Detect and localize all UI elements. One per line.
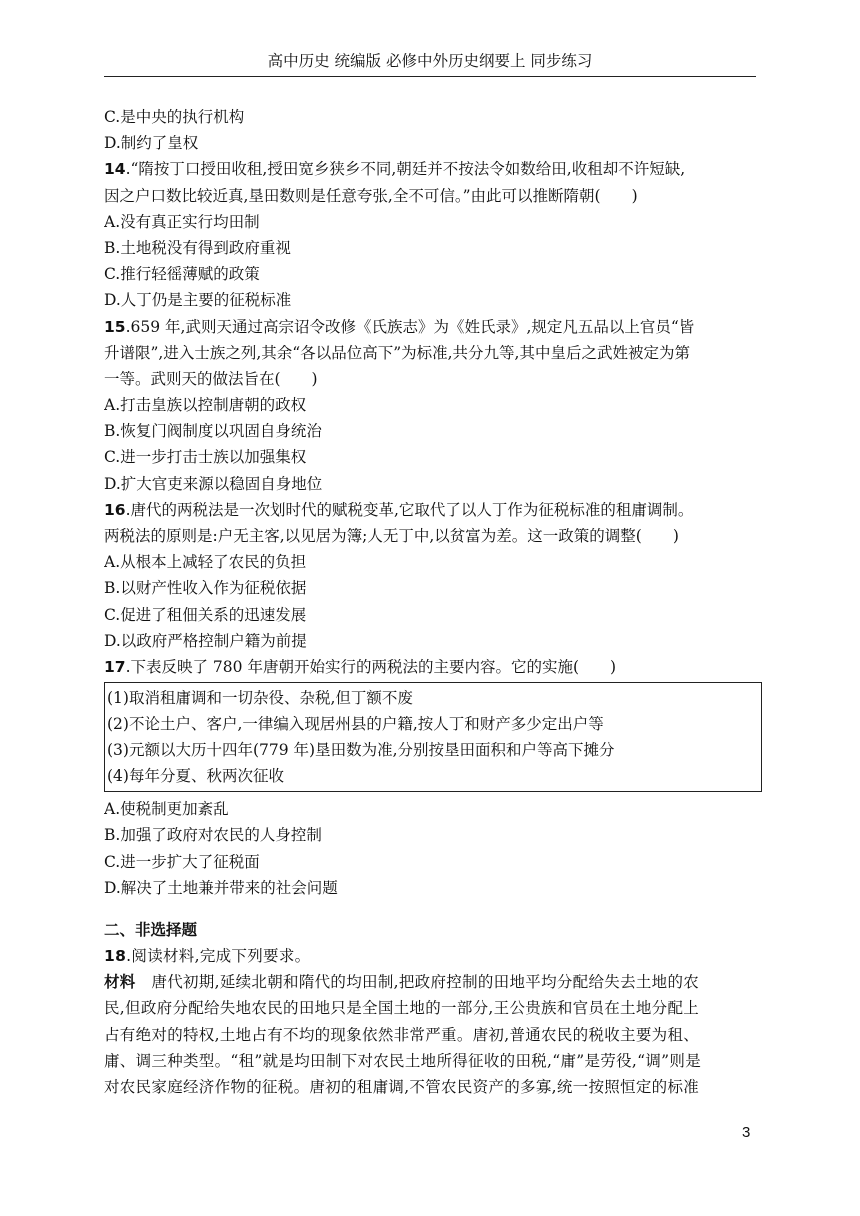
material-text: 庸、调三种类型。“租”就是均田制下对农民土地所得征收的田税,“庸”是劳役,“调”则是 [104,1051,702,1070]
material-text: 唐代初期,延续北朝和隋代的均田制,把政府控制的田地平均分配给失去土地的农 [135,973,700,992]
option-c: C.推行轻徭薄赋的政策 [104,265,260,284]
material-label: 材料 [104,973,136,992]
question-text: .下表反映了 780 年唐朝开始实行的两税法的主要内容。它的实施( ) [125,657,617,676]
option-c: C.进一步打击士族以加强集权 [104,448,307,467]
table-row: (4)每年分夏、秋两次征收 [107,767,284,786]
page-number: 3 [742,1124,751,1141]
question-text: .659 年,武则天通过高宗诏令改修《氏族志》为《姓氏录》,规定凡五品以上官员“皆 [125,317,695,336]
question-number: 15 [104,317,126,336]
question-text: .阅读材料,完成下列要求。 [126,947,311,966]
question-number: 17 [104,657,126,676]
option-a: A.打击皇族以控制唐朝的政权 [104,396,307,415]
section-heading: 二、非选择题 [104,920,198,939]
table-row: (1)取消租庸调和一切杂役、杂税,但丁额不废 [107,689,413,708]
option-a: A.使税制更加紊乱 [104,800,229,819]
question-text: 因之户口数比较近真,垦田数则是任意夸张,全不可信。”由此可以推断隋朝( ) [104,186,638,205]
option-d: D.解决了土地兼并带来的社会问题 [104,878,338,897]
question-17 [104,654,764,901]
question-number: 18 [104,947,127,966]
option-c: C.是中央的执行机构 [104,108,245,126]
question-18 [104,943,764,1100]
table-row: (3)元额以大历十四年(779 年)垦田数为准,分别按垦田面积和户等高下摊分 [107,741,615,760]
option-b: B.恢复门阀制度以巩固自身统治 [104,422,322,441]
option-d: D.以政府严格控制户籍为前提 [104,631,307,650]
option-c: C.进一步扩大了征税面 [104,852,260,871]
question-text: 一等。武则天的做法旨在( ) [104,369,318,388]
option-b: B.土地税没有得到政府重视 [104,238,291,257]
option-d: D.人丁仍是主要的征税标准 [104,291,292,310]
question-number: 16 [104,500,126,519]
option-b: B.以财产性收入作为征税依据 [104,579,307,598]
question-15 [104,314,764,497]
question-number: 14 [104,160,126,179]
content-table [104,682,762,792]
option-a: A.没有真正实行均田制 [104,212,260,231]
material-text: 占有绝对的特权,土地占有不均的现象依然非常严重。唐初,普通农民的税收主要为租、 [104,1025,700,1044]
option-d: D.制约了皇权 [104,134,199,153]
option-a: A.从根本上减轻了农民的负担 [104,553,307,572]
option-b: B.加强了政府对农民的人身控制 [104,826,322,845]
page-header: 高中历史 统编版 必修中外历史纲要上 同步练习 [104,50,756,77]
question-text: .唐代的两税法是一次划时代的赋税变革,它取代了以人丁作为征税标准的租庸调制。 [125,500,694,519]
option-d: D.扩大官吏来源以稳固自身地位 [104,474,323,493]
question-16 [104,497,764,654]
document-body [104,104,764,1100]
question-text: 升谱限”,进入士族之列,其余“各以品位高下”为标准,共分九等,其中皇后之武姓被定为第 [104,343,690,362]
question-14 [104,156,764,313]
question-text: .“隋按丁口授田收租,授田宽乡狭乡不同,朝廷并不按法令如数给田,收租却不许短缺, [125,160,686,179]
option-c: C.促进了租佃关系的迅速发展 [104,605,307,624]
question-text: 两税法的原则是:户无主客,以见居为簿;人无丁中,以贫富为差。这一政策的调整( ) [104,527,679,545]
material-text: 民,但政府分配给失地农民的田地只是全国土地的一部分,王公贵族和官员在土地分配上 [104,999,700,1018]
material-text: 对农民家庭经济作物的征税。唐初的租庸调,不管农民资产的多寡,统一按照恒定的标准 [104,1078,700,1096]
table-row: (2)不论土户、客户,一律编入现居州县的户籍,按人丁和财产多少定出户等 [107,715,604,734]
